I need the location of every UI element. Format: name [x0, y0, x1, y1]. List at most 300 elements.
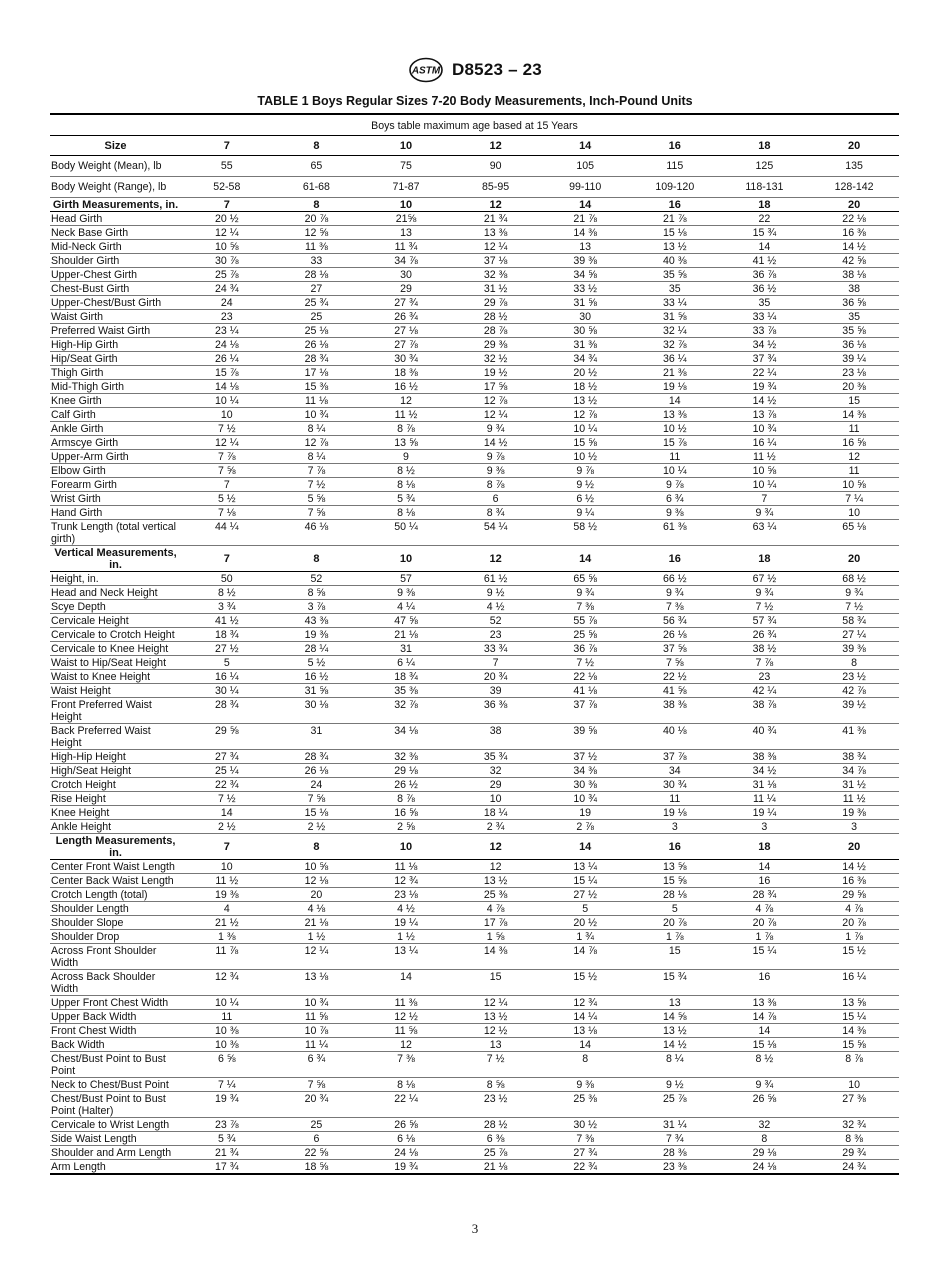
measurement-label: Ankle Girth	[50, 422, 182, 436]
measurement-value: 9 ¾	[720, 586, 810, 600]
measurement-label: Chest/Bust Point to Bust Point (Halter)	[50, 1092, 182, 1118]
measurement-value: 10 ⅜	[182, 1024, 272, 1038]
size-column-header: 14	[540, 198, 630, 212]
measurement-value: 55 ⅞	[540, 614, 630, 628]
measurement-value: 11 ⅝	[361, 1024, 451, 1038]
measurement-value: 41 ½	[720, 254, 810, 268]
measurement-label: Upper Back Width	[50, 1010, 182, 1024]
measurement-value: 29 ⅞	[451, 296, 541, 310]
measurement-value: 27 ¾	[182, 750, 272, 764]
measurement-value: 7 ⅜	[361, 1052, 451, 1078]
table-row	[50, 874, 899, 888]
table-row	[50, 1092, 899, 1118]
measurement-value: 14	[720, 1024, 810, 1038]
measurement-label: Upper-Chest/Bust Girth	[50, 296, 182, 310]
measurement-value: 9 ¾	[451, 422, 541, 436]
measurement-value: 29	[451, 778, 541, 792]
table-row	[50, 764, 899, 778]
measurement-value: 37 ½	[540, 750, 630, 764]
size-column-header: 20	[809, 834, 899, 860]
measurement-value: 115	[630, 156, 720, 177]
measurement-value: 90	[451, 156, 541, 177]
measurement-value: 85-95	[451, 177, 541, 198]
measurement-value: 35 ⅝	[809, 324, 899, 338]
table-row	[50, 750, 899, 764]
measurement-value: 23 ¼	[182, 324, 272, 338]
measurement-value: 9 ⅞	[451, 450, 541, 464]
measurement-label: Armscye Girth	[50, 436, 182, 450]
size-column-header: 8	[272, 546, 362, 572]
measurement-label: Body Weight (Mean), lb	[50, 156, 182, 177]
measurement-value: 9 ¾	[720, 1078, 810, 1092]
measurement-value: 14 ⅜	[809, 408, 899, 422]
table-row	[50, 268, 899, 282]
measurement-value: 6 ⅝	[182, 1052, 272, 1078]
measurement-value: 12 ¾	[182, 970, 272, 996]
measurement-value: 68 ½	[809, 572, 899, 586]
measurement-label: Forearm Girth	[50, 478, 182, 492]
measurement-value: 30 ⅞	[182, 254, 272, 268]
measurement-value: 12 ¼	[272, 944, 362, 970]
measurement-value: 1 ⅞	[809, 930, 899, 944]
measurement-value: 5	[540, 902, 630, 916]
measurement-value: 25 ⅞	[451, 1146, 541, 1160]
measurement-value: 33 ⅞	[720, 324, 810, 338]
measurement-value: 7 ⅝	[272, 792, 362, 806]
measurement-value: 125	[720, 156, 810, 177]
measurement-label: Wrist Girth	[50, 492, 182, 506]
table-row	[50, 1146, 899, 1160]
measurement-value: 10 ¼	[540, 422, 630, 436]
measurement-value: 34 ⅝	[540, 268, 630, 282]
table-row	[50, 1052, 899, 1078]
measurement-value: 66 ½	[630, 572, 720, 586]
measurement-value: 18 ¾	[182, 628, 272, 642]
measurement-value: 8 ⅛	[361, 1078, 451, 1092]
measurement-label: Hip/Seat Girth	[50, 352, 182, 366]
measurement-value: 7 ¼	[809, 492, 899, 506]
table-row	[50, 296, 899, 310]
measurement-value: 20 ½	[182, 212, 272, 226]
measurement-value: 26 ¼	[182, 352, 272, 366]
measurement-value: 19 ⅜	[182, 888, 272, 902]
measurement-value: 12 ½	[451, 1024, 541, 1038]
measurement-label: Arm Length	[50, 1160, 182, 1175]
measurement-value: 6 ½	[540, 492, 630, 506]
table-row	[50, 698, 899, 724]
section-header-row	[50, 198, 899, 212]
table-row	[50, 628, 899, 642]
table-row	[50, 642, 899, 656]
size-column-header: 10	[361, 136, 451, 156]
measurement-value: 31 ⅜	[540, 338, 630, 352]
size-column-header: 18	[720, 834, 810, 860]
measurement-value: 11	[630, 792, 720, 806]
measurement-value: 13 ½	[540, 394, 630, 408]
measurement-value: 30 ⅜	[540, 778, 630, 792]
measurement-value: 28 ¾	[182, 698, 272, 724]
measurement-value: 50	[182, 572, 272, 586]
measurement-value: 27 ½	[540, 888, 630, 902]
measurement-label: Head Girth	[50, 212, 182, 226]
measurement-value: 33 ¼	[720, 310, 810, 324]
size-column-header: 7	[182, 546, 272, 572]
measurement-value: 29 ⅜	[451, 338, 541, 352]
measurement-value: 24	[182, 296, 272, 310]
measurement-value: 35 ⅝	[630, 268, 720, 282]
table-row	[50, 970, 899, 996]
table-row	[50, 520, 899, 546]
measurement-value: 14 ⅜	[809, 1024, 899, 1038]
measurement-value: 19 ¾	[361, 1160, 451, 1175]
measurement-value: 39 ½	[809, 698, 899, 724]
table-row	[50, 1010, 899, 1024]
measurement-value: 21 ½	[182, 916, 272, 930]
measurement-value: 12 ¾	[361, 874, 451, 888]
measurement-value: 37 ⅞	[540, 698, 630, 724]
measurement-value: 19 ⅜	[272, 628, 362, 642]
size-column-header: 18	[720, 546, 810, 572]
size-column-header: 12	[451, 546, 541, 572]
measurement-value: 35	[720, 296, 810, 310]
measurement-value: 52-58	[182, 177, 272, 198]
measurement-value: 38	[451, 724, 541, 750]
measurement-value: 42 ⅝	[809, 254, 899, 268]
table-row	[50, 492, 899, 506]
measurement-value: 14	[361, 970, 451, 996]
measurement-value: 26 ¾	[361, 310, 451, 324]
table-row	[50, 944, 899, 970]
measurement-value: 11	[809, 464, 899, 478]
measurement-value: 27 ½	[182, 642, 272, 656]
table-row	[50, 464, 899, 478]
measurement-value: 5 ¾	[361, 492, 451, 506]
measurement-value: 35	[630, 282, 720, 296]
table-row	[50, 254, 899, 268]
measurement-label: Front Chest Width	[50, 1024, 182, 1038]
measurement-value: 10 ¾	[720, 422, 810, 436]
table-row	[50, 338, 899, 352]
measurement-value: 26 ⅛	[630, 628, 720, 642]
measurement-value: 15	[451, 970, 541, 996]
measurement-value: 25 ⅞	[630, 1092, 720, 1118]
table-note-row	[50, 114, 899, 136]
measurement-value: 34 ½	[720, 764, 810, 778]
measurement-value: 16 ¼	[720, 436, 810, 450]
measurement-label: Height, in.	[50, 572, 182, 586]
size-column-header: 14	[540, 546, 630, 572]
measurement-label: Cervicale to Wrist Length	[50, 1118, 182, 1132]
measurement-value: 10	[451, 792, 541, 806]
measurement-value: 14	[720, 240, 810, 254]
measurement-value: 35 ¾	[451, 750, 541, 764]
measurement-value: 16	[720, 970, 810, 996]
measurement-value: 9 ⅜	[630, 506, 720, 520]
measurement-value: 27 ⅞	[361, 338, 451, 352]
measurement-value: 31 ⅝	[630, 310, 720, 324]
measurement-label: Knee Girth	[50, 394, 182, 408]
table-row	[50, 614, 899, 628]
measurement-value: 33 ¼	[630, 296, 720, 310]
measurement-value: 37 ⅛	[451, 254, 541, 268]
measurement-value: 8 ¼	[272, 422, 362, 436]
measurement-value: 17 ⅝	[451, 380, 541, 394]
measurement-value: 8 ¾	[451, 506, 541, 520]
table-row	[50, 282, 899, 296]
size-column-header: 18	[720, 198, 810, 212]
measurement-label: Elbow Girth	[50, 464, 182, 478]
measurement-label: Center Front Waist Length	[50, 860, 182, 874]
measurement-value: 35 ⅜	[361, 684, 451, 698]
measurement-value: 22 ½	[630, 670, 720, 684]
measurement-value: 10 ⅝	[720, 464, 810, 478]
measurement-value: 32	[720, 1118, 810, 1132]
measurement-value: 47 ⅝	[361, 614, 451, 628]
table-row	[50, 450, 899, 464]
measurement-value: 12 ⅞	[451, 394, 541, 408]
measurement-value: 19 ¼	[720, 806, 810, 820]
measurement-value: 29 ⅛	[361, 764, 451, 778]
measurement-value: 11 ⅛	[272, 394, 362, 408]
measurement-value: 21 ⅞	[540, 212, 630, 226]
measurement-value: 25 ⅜	[451, 888, 541, 902]
measurement-value: 10 ½	[630, 422, 720, 436]
table-row	[50, 1132, 899, 1146]
table-row	[50, 177, 899, 198]
measurement-label: Upper-Chest Girth	[50, 268, 182, 282]
measurement-value: 20 ¾	[451, 670, 541, 684]
measurement-value: 42 ¼	[720, 684, 810, 698]
size-column-header: 7	[182, 834, 272, 860]
measurement-value: 31 ⅝	[540, 296, 630, 310]
size-column-header: 7	[182, 136, 272, 156]
measurement-value: 13	[630, 996, 720, 1010]
measurement-value: 41 ½	[182, 614, 272, 628]
measurement-value: 39 ¼	[809, 352, 899, 366]
measurement-value: 54 ¼	[451, 520, 541, 546]
measurement-value: 13 ⅝	[809, 996, 899, 1010]
measurement-label: Preferred Waist Girth	[50, 324, 182, 338]
measurement-value: 13 ⅜	[720, 996, 810, 1010]
measurement-value: 9 ⅞	[630, 478, 720, 492]
measurement-value: 7 ⅜	[540, 1132, 630, 1146]
measurement-value: 8 ⅞	[361, 422, 451, 436]
measurement-label: Calf Girth	[50, 408, 182, 422]
measurement-value: 12 ⅞	[272, 436, 362, 450]
measurement-value: 14 ½	[630, 1038, 720, 1052]
measurement-label: Shoulder Drop	[50, 930, 182, 944]
measurement-value: 61-68	[272, 177, 362, 198]
measurement-value: 4 ⅞	[809, 902, 899, 916]
table-row	[50, 212, 899, 226]
measurement-value: 15 ⅝	[540, 436, 630, 450]
measurement-value: 12 ¼	[451, 240, 541, 254]
measurement-value: 32 ½	[451, 352, 541, 366]
measurement-value: 12 ¼	[182, 226, 272, 240]
measurement-value: 11	[630, 450, 720, 464]
measurement-value: 15 ⅛	[630, 226, 720, 240]
measurement-value: 18 ⅜	[361, 366, 451, 380]
measurement-value: 33	[272, 254, 362, 268]
measurement-value: 18 ¾	[361, 670, 451, 684]
measurement-value: 15 ⅝	[630, 874, 720, 888]
measurement-value: 21 ⅞	[630, 212, 720, 226]
measurement-label: Cervicale Height	[50, 614, 182, 628]
measurement-value: 9 ⅜	[540, 1078, 630, 1092]
measurement-value: 4	[182, 902, 272, 916]
measurement-value: 14 ½	[809, 240, 899, 254]
measurement-value: 13	[451, 1038, 541, 1052]
measurement-value: 12 ¾	[540, 996, 630, 1010]
measurement-label: High-Hip Height	[50, 750, 182, 764]
measurement-value: 20 ½	[540, 916, 630, 930]
measurement-value: 23 ½	[809, 670, 899, 684]
measurement-value: 32	[451, 764, 541, 778]
section-header-row	[50, 546, 899, 572]
measurement-value: 28 ⅛	[272, 268, 362, 282]
table-row	[50, 902, 899, 916]
measurement-value: 6 ⅜	[451, 1132, 541, 1146]
measurement-value: 11 ⅜	[361, 996, 451, 1010]
measurement-value: 39 ⅜	[809, 642, 899, 656]
measurement-value: 20 ⅞	[630, 916, 720, 930]
measurement-value: 23	[451, 628, 541, 642]
measurement-value: 24 ¾	[182, 282, 272, 296]
measurement-value: 24 ⅛	[720, 1160, 810, 1175]
measurement-value: 7 ⅝	[182, 464, 272, 478]
measurement-value: 14 ¼	[540, 1010, 630, 1024]
measurement-value: 65 ⅝	[540, 572, 630, 586]
measurement-value: 40 ⅛	[630, 724, 720, 750]
measurement-value: 4 ⅛	[272, 902, 362, 916]
measurement-value: 32 ⅞	[361, 698, 451, 724]
measurement-label: Waist Girth	[50, 310, 182, 324]
measurement-value: 11 ⅜	[272, 240, 362, 254]
measurement-value: 34	[630, 764, 720, 778]
measurement-value: 11 ¼	[272, 1038, 362, 1052]
measurement-value: 14	[182, 806, 272, 820]
measurement-value: 18 ⅝	[272, 1160, 362, 1175]
measurement-value: 20 ⅞	[272, 212, 362, 226]
measurement-value: 9 ½	[451, 586, 541, 600]
table-row	[50, 226, 899, 240]
section-label: Size	[50, 136, 182, 156]
table-row	[50, 380, 899, 394]
table-row	[50, 586, 899, 600]
measurement-value: 1 ⅝	[451, 930, 541, 944]
measurement-value: 36 ⅝	[809, 296, 899, 310]
measurement-value: 22 ¾	[182, 778, 272, 792]
measurement-value: 6 ⅛	[361, 1132, 451, 1146]
measurement-value: 20 ⅞	[809, 916, 899, 930]
measurement-value: 7 ⅜	[630, 600, 720, 614]
size-column-header: 16	[630, 834, 720, 860]
measurement-value: 34 ⅛	[361, 724, 451, 750]
measurement-value: 21 ⅛	[361, 628, 451, 642]
measurement-value: 15 ½	[540, 970, 630, 996]
measurement-value: 10 ¾	[272, 996, 362, 1010]
measurement-label: Shoulder Girth	[50, 254, 182, 268]
measurement-label: Chest-Bust Girth	[50, 282, 182, 296]
measurement-value: 34 ⅞	[809, 764, 899, 778]
measurement-value: 6 ¼	[361, 656, 451, 670]
measurement-value: 31 ⅝	[272, 684, 362, 698]
measurement-value: 10	[182, 408, 272, 422]
measurement-value: 5	[630, 902, 720, 916]
measurement-value: 9 ⅜	[361, 586, 451, 600]
measurement-value: 11 ½	[809, 792, 899, 806]
measurement-value: 10 ¼	[720, 478, 810, 492]
measurement-value: 27 ¼	[809, 628, 899, 642]
measurement-value: 38 ⅜	[630, 698, 720, 724]
measurement-value: 15 ⅝	[809, 1038, 899, 1052]
measurement-value: 7 ¼	[182, 1078, 272, 1092]
measurement-value: 30	[361, 268, 451, 282]
measurement-value: 63 ¼	[720, 520, 810, 546]
table-row	[50, 408, 899, 422]
measurement-label: Back Preferred Waist Height	[50, 724, 182, 750]
table-row	[50, 1118, 899, 1132]
measurement-value: 7 ½	[451, 1052, 541, 1078]
measurement-value: 19 ¼	[361, 916, 451, 930]
measurement-value: 13 ⅝	[361, 436, 451, 450]
measurement-label: Upper Front Chest Width	[50, 996, 182, 1010]
measurement-value: 9 ¾	[540, 586, 630, 600]
measurement-label: Mid-Neck Girth	[50, 240, 182, 254]
measurement-value: 12 ¼	[451, 408, 541, 422]
measurement-value: 8 ¼	[630, 1052, 720, 1078]
measurement-value: 10 ¾	[540, 792, 630, 806]
table-row	[50, 478, 899, 492]
measurement-value: 31 ⅛	[720, 778, 810, 792]
measurement-value: 12 ½	[361, 1010, 451, 1024]
measurement-value: 20 ⅞	[720, 916, 810, 930]
measurement-value: 32 ⅜	[361, 750, 451, 764]
measurement-value: 13 ½	[630, 240, 720, 254]
table-row	[50, 670, 899, 684]
measurement-value: 9 ¼	[540, 506, 630, 520]
measurement-value: 71-87	[361, 177, 451, 198]
measurement-value: 8 ⅜	[809, 1132, 899, 1146]
section-label: Girth Measurements, in.	[50, 198, 182, 212]
measurement-value: 15 ¼	[540, 874, 630, 888]
measurement-value: 15 ¾	[720, 226, 810, 240]
table-row	[50, 422, 899, 436]
measurement-value: 14 ½	[451, 436, 541, 450]
measurement-value: 32 ⅞	[630, 338, 720, 352]
measurement-value: 20 ½	[540, 366, 630, 380]
measurement-value: 29 ¾	[809, 1146, 899, 1160]
measurement-value: 38 ⅛	[809, 268, 899, 282]
measurement-label: Shoulder Length	[50, 902, 182, 916]
table-row	[50, 930, 899, 944]
measurement-label: Body Weight (Range), lb	[50, 177, 182, 198]
measurement-value: 1 ½	[361, 930, 451, 944]
measurement-value: 4 ⅞	[451, 902, 541, 916]
table-row	[50, 506, 899, 520]
measurement-value: 24 ⅛	[182, 338, 272, 352]
table-row	[50, 240, 899, 254]
measurement-value: 14	[630, 394, 720, 408]
measurement-value: 16 ½	[272, 670, 362, 684]
measurement-value: 11 ⅛	[361, 860, 451, 874]
measurement-label: Scye Depth	[50, 600, 182, 614]
size-column-header: 20	[809, 546, 899, 572]
measurement-value: 23 ⅛	[809, 366, 899, 380]
measurement-value: 9 ½	[540, 478, 630, 492]
measurement-label: Waist Height	[50, 684, 182, 698]
measurement-value: 15 ½	[809, 944, 899, 970]
